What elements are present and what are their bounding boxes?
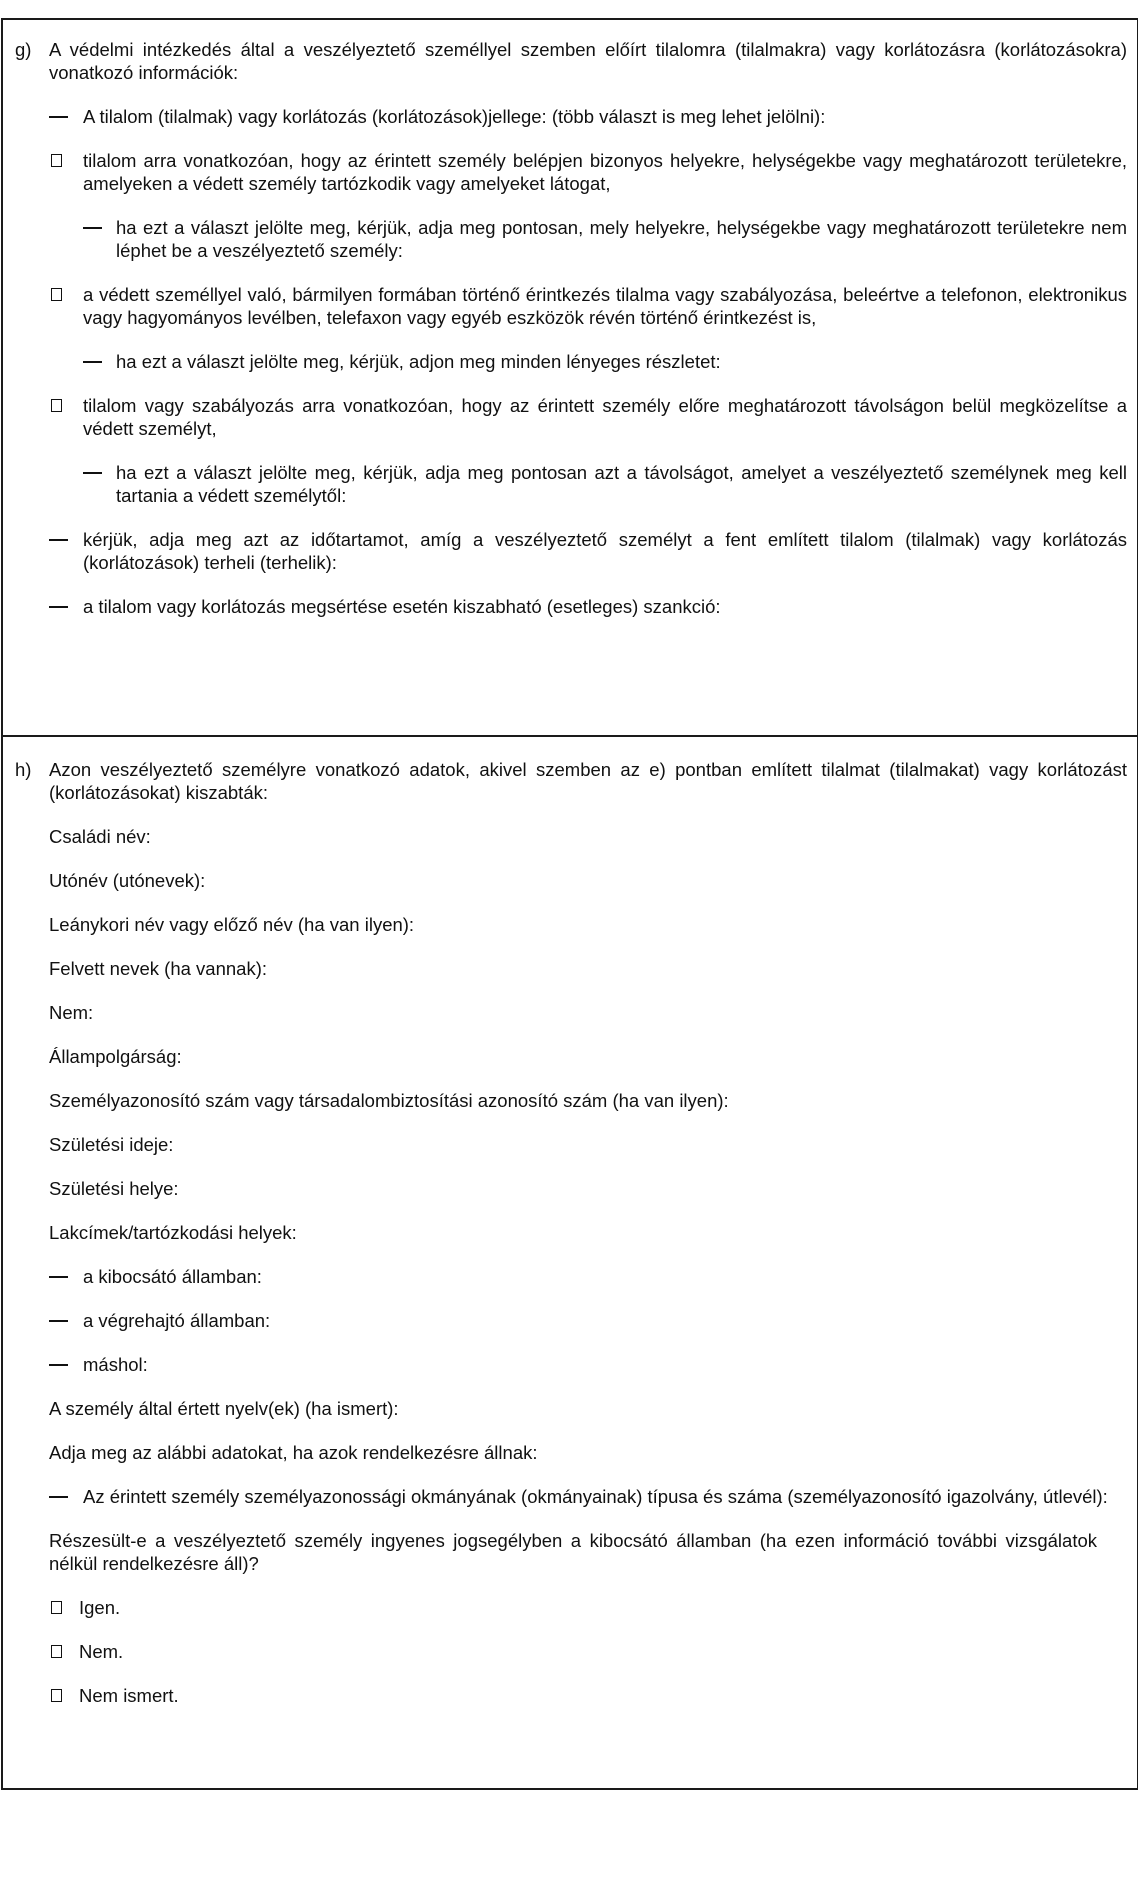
field-label: Lakcímek/tartózkodási helyek:	[49, 1222, 297, 1243]
dash-icon	[49, 1353, 68, 1371]
field-nationality	[3, 1045, 1137, 1068]
provide-data-label: Adja meg az alábbi adatokat, ha azok rendelkezésre állnak:	[49, 1442, 538, 1463]
duration-question	[3, 528, 1137, 574]
duration-question-text: kérjük, adja meg azt az időtartamot, amíg a veszélyeztető személyt a fent említett tilalom (tilalmak) vagy korlátozás (korlátozások) terheli (terhelik):	[83, 529, 1127, 573]
checkbox-icon[interactable]	[51, 394, 62, 417]
field-label: Születési ideje:	[49, 1134, 174, 1155]
option-1-followup	[3, 216, 1137, 262]
field-label: Állampolgárság:	[49, 1046, 182, 1067]
field-label: Nem:	[49, 1002, 94, 1023]
field-label: Személyazonosító szám vagy társadalombiztosítási azonosító szám (ha van ilyen):	[49, 1090, 729, 1111]
option-1-followup-text: ha ezt a választ jelölte meg, kérjük, adja meg pontosan, mely helyekre, helységekbe vagy meghatározott területekre nem léphet be a veszélyeztető személy:	[116, 217, 1127, 261]
id-document-label: Az érintett személy személyazonossági okmányának (okmányainak) típusa és száma (személyazonosító igazolvány, útlevél):	[83, 1486, 1108, 1507]
legal-aid-option-yes[interactable]	[3, 1596, 1137, 1619]
dash-icon	[83, 461, 102, 479]
field-birth-date	[3, 1133, 1137, 1156]
languages-label: A személy által értett nyelv(ek) (ha ismert):	[49, 1398, 399, 1419]
checkbox-icon[interactable]	[51, 1596, 62, 1619]
field-sex	[3, 1001, 1137, 1024]
section-h-intro	[3, 758, 1137, 804]
option-label: Nem ismert.	[79, 1685, 179, 1706]
checkbox-icon[interactable]	[51, 1640, 62, 1663]
dash-icon	[49, 1265, 68, 1283]
nature-question-text: A tilalom (tilalmak) vagy korlátozás (korlátozások)jellege: (több választ is meg lehet jelölni):	[83, 106, 826, 127]
option-3-followup	[3, 461, 1137, 507]
field-birth-place	[3, 1177, 1137, 1200]
address-elsewhere	[3, 1353, 1137, 1376]
field-label: Utónév (utónevek):	[49, 870, 206, 891]
field-id-number	[3, 1089, 1137, 1112]
provide-data	[3, 1441, 1137, 1464]
section-g-label: g)	[15, 39, 32, 60]
checkbox-icon[interactable]	[51, 149, 62, 172]
legal-aid-option-no[interactable]	[3, 1640, 1137, 1663]
legal-aid-question	[3, 1529, 1137, 1575]
dash-icon	[49, 105, 68, 123]
option-1	[3, 149, 1137, 195]
section-g-intro-text: A védelmi intézkedés által a veszélyeztető személlyel szemben előírt tilalomra (tilalmakra) vagy korlátozásra (korlátozásokra) vonatkozó információk:	[49, 39, 1127, 83]
section-h-label: h)	[15, 759, 32, 780]
field-addresses	[3, 1221, 1137, 1244]
option-1-text: tilalom arra vonatkozóan, hogy az érintett személy belépjen bizonyos helyekre, helységekbe vagy meghatározott területekre, amelyeken a védett személy tartózkodik vagy amelyeket látogat,	[83, 150, 1127, 194]
field-given-name	[3, 869, 1137, 892]
nature-question	[3, 105, 1137, 128]
address-label: a kibocsátó államban:	[83, 1266, 262, 1287]
option-2	[3, 283, 1137, 329]
field-maiden-name	[3, 913, 1137, 936]
field-label: Leánykori név vagy előző név (ha van ilyen):	[49, 914, 415, 935]
dash-icon	[83, 216, 102, 234]
section-g	[3, 20, 1137, 737]
legal-aid-question-text: Részesült-e a veszélyeztető személy ingyenes jogsegélyben a kibocsátó államban (ha ezen információ további vizsgálatok nélkül rendelkezésre áll)?	[49, 1530, 1097, 1574]
dash-icon	[49, 1309, 68, 1327]
option-3-followup-text: ha ezt a választ jelölte meg, kérjük, adja meg pontosan azt a távolságot, amelyet a veszélyeztető személynek meg kell tartania a védett személytől:	[116, 462, 1127, 506]
checkbox-icon[interactable]	[51, 283, 62, 306]
field-family-name	[3, 825, 1137, 848]
field-label: Családi név:	[49, 826, 151, 847]
option-label: Nem.	[79, 1641, 124, 1662]
section-g-intro	[3, 38, 1137, 84]
option-2-text: a védett személlyel való, bármilyen formában történő érintkezés tilalma vagy szabályozása, beleértve a telefonon, elektronikus vagy hagyományos levélben, telefaxon vagy egyéb eszközök révén történő érintkezést is,	[83, 284, 1127, 328]
option-3	[3, 394, 1137, 440]
address-label: a végrehajtó államban:	[83, 1310, 271, 1331]
option-2-followup-text: ha ezt a választ jelölte meg, kérjük, adjon meg minden lényeges részletet:	[116, 351, 721, 372]
checkbox-icon[interactable]	[51, 1684, 62, 1707]
sanction-question	[3, 595, 1137, 618]
dash-icon	[49, 528, 68, 546]
form-frame	[1, 18, 1138, 1790]
address-issuing-state	[3, 1265, 1137, 1288]
address-executing-state	[3, 1309, 1137, 1332]
dash-icon	[49, 1485, 68, 1503]
section-h	[3, 737, 1137, 1788]
field-label: Születési helye:	[49, 1178, 179, 1199]
address-label: máshol:	[83, 1354, 148, 1375]
option-label: Igen.	[79, 1597, 121, 1618]
option-2-followup	[3, 350, 1137, 373]
dash-icon	[83, 350, 102, 368]
field-label: Felvett nevek (ha vannak):	[49, 958, 267, 979]
section-h-intro-text: Azon veszélyeztető személyre vonatkozó adatok, akivel szemben az e) pontban említett tilalmat (tilalmakat) vagy korlátozást (korlátozásokat) kiszabták:	[49, 759, 1127, 803]
field-aliases	[3, 957, 1137, 980]
languages	[3, 1397, 1137, 1420]
option-3-text: tilalom vagy szabályozás arra vonatkozóan, hogy az érintett személy előre meghatározott távolságon belül megközelítse a védett személyt,	[83, 395, 1127, 439]
dash-icon	[49, 595, 68, 613]
legal-aid-option-unknown[interactable]	[3, 1684, 1137, 1707]
id-document	[3, 1485, 1137, 1508]
sanction-question-text: a tilalom vagy korlátozás megsértése esetén kiszabható (esetleges) szankció:	[83, 596, 721, 617]
